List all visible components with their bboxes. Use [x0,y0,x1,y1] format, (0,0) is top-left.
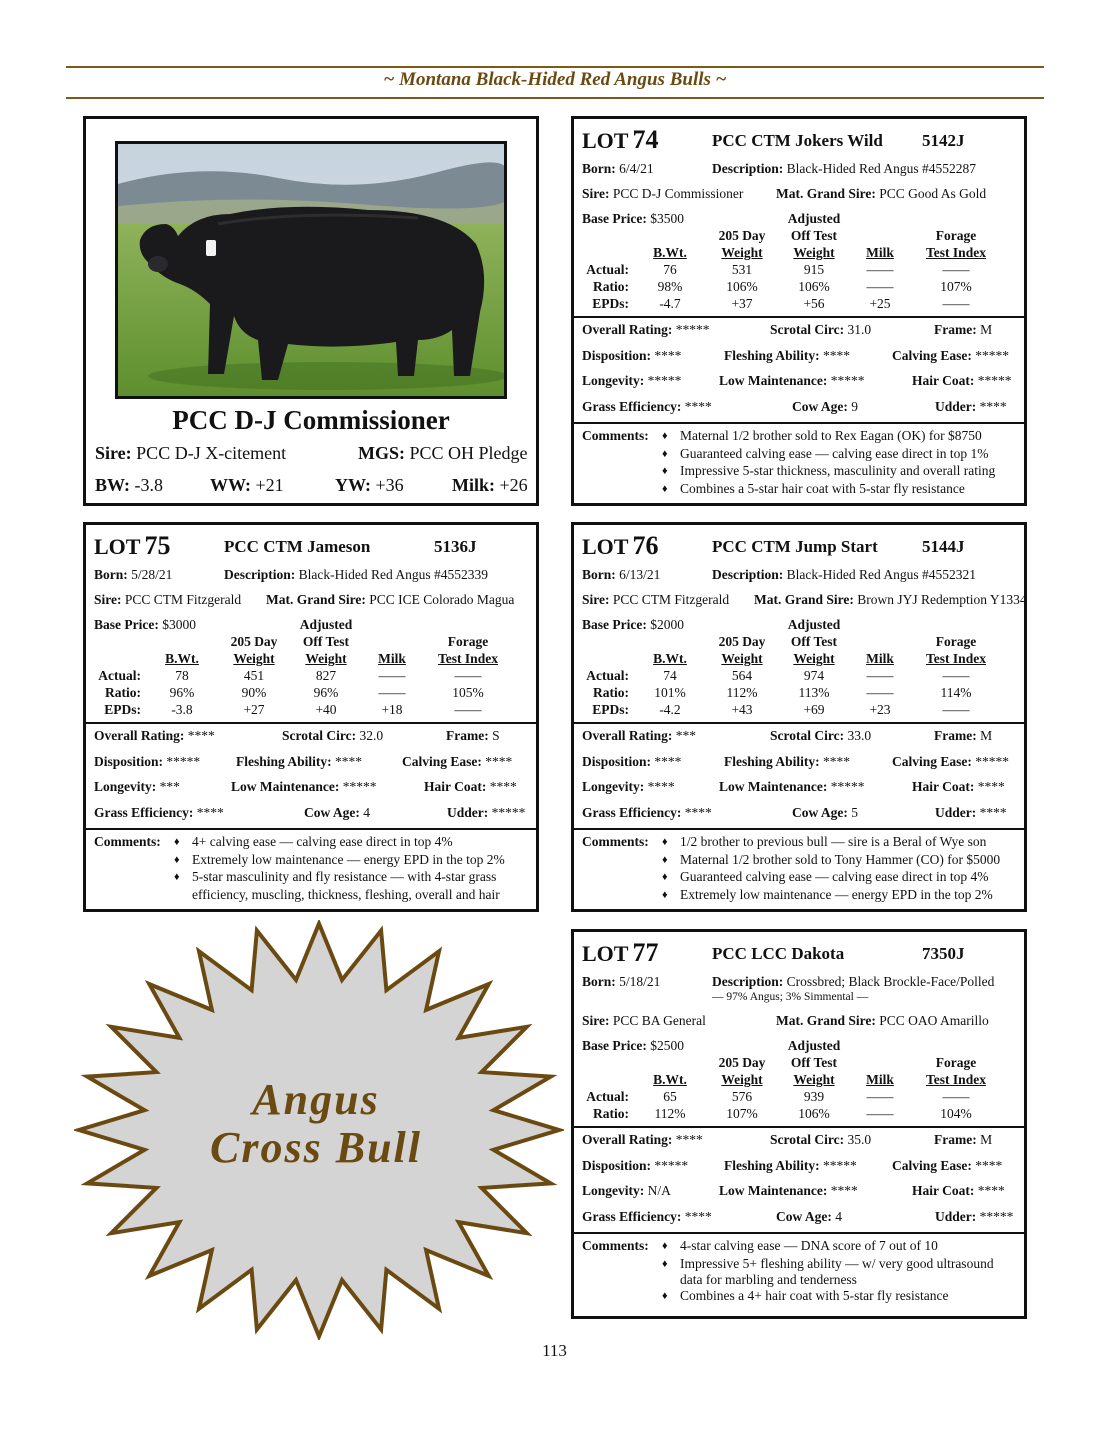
lot-bull-name: PCC CTM Jameson [224,537,371,556]
row-label-epds: EPDs: [104,702,141,717]
rating-frame: Frame: M [934,322,993,337]
cell-epds: +40 [315,702,337,717]
header-off-test: Off Test [790,228,838,243]
rating-hair: Hair Coat: ***** [912,373,1012,388]
lot-number: LOT 76 [582,531,659,560]
rating-disposition: Disposition: ***** [94,753,201,769]
rating-frame: Frame: S [446,728,500,743]
cell-actual: 76 [663,262,677,277]
base-price: Base Price: $3500 [582,211,684,226]
header-adjusted: Adjusted [299,617,353,632]
row-label-actual: Actual: [586,1089,629,1104]
header-weight: Weight [721,245,763,260]
rating-fleshing: Fleshing Ability: **** [236,753,363,769]
header-off-test: Off Test [302,634,350,649]
comment-text: Combines a 4+ hair coat with 5-star fly resistance [680,1287,949,1303]
rating-scrotal: Scrotal Circ: 33.0 [770,728,872,743]
cell-actual: —— [942,668,970,683]
cell-ratio: 98% [657,279,683,294]
rating-udder: Udder: **** [935,804,1007,820]
header-milk: Milk [378,651,406,666]
comment-text: 4-star calving ease — DNA score of 7 out of 10 [680,1238,938,1253]
cell-ratio: —— [866,279,894,294]
cell-epds: +25 [869,296,891,311]
row-label-epds: EPDs: [592,296,629,311]
header-adjusted: Adjusted [787,1038,841,1053]
cell-actual: 531 [731,262,753,277]
row-label-epds: EPDs: [592,702,629,717]
cell-epds: +43 [731,702,753,717]
row-label-ratio: Ratio: [105,685,141,700]
header-weight: Weight [721,651,763,666]
rating-hair: Hair Coat: **** [912,1183,1005,1198]
cell-epds: +37 [731,296,753,311]
sire: Sire: PCC CTM Fitzgerald [582,592,730,607]
cell-epds: +27 [243,702,265,717]
comment-bullet: ♦ [174,871,180,883]
header-205-day: 205 Day [718,634,766,649]
sire: Sire: PCC CTM Fitzgerald [94,592,242,607]
header-adj-weight: Weight [793,1072,835,1087]
header-forage: Forage [935,634,977,649]
cell-ratio: 112% [654,1106,686,1121]
rating-low-maint: Low Maintenance: ***** [231,779,377,794]
header-bwt: B.Wt. [653,651,687,666]
rating-cow-age: Cow Age: 4 [304,804,370,820]
cell-epds: —— [942,296,970,311]
comment-bullet: ♦ [662,1289,668,1302]
comment-text: Extremely low maintenance — energy EPD in the top 2% [680,886,993,902]
section-divider [574,1232,1024,1234]
comment-text: efficiency, muscling, thickness, fleshing, overall and hair [192,886,500,902]
cell-epds: +23 [869,702,891,717]
row-label-ratio: Ratio: [593,685,629,700]
comment-bullet: ♦ [662,888,668,901]
rating-low-maint: Low Maintenance: ***** [719,373,865,388]
header-weight: Weight [233,651,275,666]
header-bwt: B.Wt. [653,1072,687,1087]
header-milk: Milk [866,245,894,260]
cell-ratio: 106% [726,279,758,294]
cell-actual: 915 [803,262,825,277]
cell-ratio: 96% [169,685,195,700]
cell-actual: —— [866,668,894,683]
lot-bull-name: PCC LCC Dakota [712,944,845,963]
rating-overall: Overall Rating: *** [582,728,696,743]
cell-ratio: —— [866,1106,894,1121]
rating-longevity: Longevity: **** [582,779,675,794]
cell-actual: —— [378,668,406,683]
cell-ratio: 90% [241,685,267,700]
lot-card-77 [571,929,1027,1319]
section-divider [574,316,1024,318]
rating-fleshing: Fleshing Ability: **** [724,347,851,363]
rating-fleshing: Fleshing Ability: **** [724,753,851,769]
rating-udder: Udder: **** [935,398,1007,414]
cell-ratio: 107% [940,279,972,294]
comment-bullet: ♦ [174,853,180,866]
rating-calving: Calving Ease: **** [892,1157,1003,1173]
cell-actual: 576 [731,1089,753,1104]
header-off-test: Off Test [790,1055,838,1070]
rating-scrotal: Scrotal Circ: 32.0 [282,728,384,743]
cell-epds: -4.7 [659,296,681,311]
comments-label: Comments: [582,428,649,443]
cell-ratio: 104% [940,1106,972,1121]
description: Description: Black-Hided Red Angus #4552287 [712,161,976,176]
cell-ratio: 114% [940,685,972,700]
cell-epds: +18 [381,702,403,717]
lot-tag-number: 5142J [922,131,965,150]
cell-ratio: 107% [726,1106,758,1121]
cell-ratio: 105% [452,685,484,700]
lot-bull-name: PCC CTM Jokers Wild [712,131,883,150]
header-forage: Forage [935,228,977,243]
comment-text: 1/2 brother to previous bull — sire is a Beral of Wye son [680,834,987,849]
lot-bull-name: PCC CTM Jump Start [712,537,878,556]
header-205-day: 205 Day [718,1055,766,1070]
header-weight: Weight [721,1072,763,1087]
header-rule-top [66,66,1044,68]
header-adjusted: Adjusted [787,211,841,226]
starburst-line-1: Angus [252,1075,380,1124]
section-divider [574,422,1024,424]
feature-ww: WW: +21 [210,475,284,495]
description: Description: Black-Hided Red Angus #4552339 [224,567,488,582]
lot-number: LOT 77 [582,938,659,967]
cell-ratio: 112% [726,685,758,700]
comment-text: Impressive 5-star thickness, masculinity and overall rating [680,463,996,478]
comment-bullet: ♦ [662,482,668,495]
cell-epds: —— [454,702,482,717]
sire: Sire: PCC D-J Commissioner [582,186,744,201]
rating-overall: Overall Rating: **** [582,1132,703,1147]
performance-table [574,617,1024,717]
rating-frame: Frame: M [934,1132,993,1147]
header-off-test: Off Test [790,634,838,649]
row-label-actual: Actual: [586,262,629,277]
rating-longevity: Longevity: N/A [582,1183,671,1198]
cell-ratio: 101% [654,685,686,700]
section-divider [86,722,536,724]
cell-ratio: 106% [798,1106,830,1121]
cell-actual: —— [866,262,894,277]
rating-disposition: Disposition: ***** [582,1157,689,1173]
header-test-index: Test Index [926,245,986,260]
lot-card-76 [571,522,1027,912]
performance-table [574,1038,1024,1138]
row-label-ratio: Ratio: [593,1106,629,1121]
cell-ratio: 113% [798,685,830,700]
header-milk: Milk [866,651,894,666]
lot-number: LOT 75 [94,531,171,560]
rating-disposition: Disposition: **** [582,753,682,769]
angus-cross-starburst [74,920,564,1340]
header-forage: Forage [447,634,489,649]
comment-text: Guaranteed calving ease — calving ease direct in top 4% [680,869,989,884]
cell-epds: +69 [803,702,825,717]
comments-label: Comments: [94,834,161,849]
cell-actual: —— [454,668,482,683]
cell-actual: 939 [803,1089,825,1104]
header-adjusted: Adjusted [787,617,841,632]
header-test-index: Test Index [438,651,498,666]
header-adj-weight: Weight [793,245,835,260]
rating-overall: Overall Rating: **** [94,728,215,743]
sire: Sire: PCC BA General [582,1013,706,1028]
comment-bullet: ♦ [662,1257,668,1270]
maternal-grand-sire: Mat. Grand Sire: Brown JYJ Redemption Y1334 [754,592,1027,607]
cell-epds: -4.2 [659,702,681,717]
rating-cow-age: Cow Age: 4 [776,1208,842,1224]
cell-epds: +56 [803,296,825,311]
rating-calving: Calving Ease: ***** [892,347,1010,363]
comment-bullet: ♦ [662,853,668,866]
cell-actual: 74 [663,668,677,683]
cell-actual: 78 [175,668,189,683]
section-divider [574,1126,1024,1128]
performance-table [86,617,536,717]
base-price: Base Price: $3000 [94,617,196,632]
lot-tag-number: 5144J [922,537,965,556]
feature-bull-name: PCC D-J Commissioner [172,405,450,435]
description: Description: Black-Hided Red Angus #4552321 [712,567,976,582]
comment-bullet: ♦ [662,447,668,460]
rating-grass: Grass Efficiency: **** [582,804,712,820]
rating-cow-age: Cow Age: 9 [792,398,858,414]
comment-bullet: ♦ [662,871,668,883]
description: Description: Crossbred; Black Brockle-Face/Polled [712,974,995,989]
rating-scrotal: Scrotal Circ: 31.0 [770,322,872,337]
header-bwt: B.Wt. [653,245,687,260]
header-test-index: Test Index [926,1072,986,1087]
born-date: Born: 5/28/21 [94,567,173,582]
description-detail: — 97% Angus; 3% Simmental — [712,991,869,1003]
rating-grass: Grass Efficiency: **** [94,804,224,820]
cell-ratio: 106% [798,279,830,294]
rating-calving: Calving Ease: ***** [892,753,1010,769]
comments-label: Comments: [582,834,649,849]
comment-text: Combines a 5-star hair coat with 5-star fly resistance [680,480,965,496]
rating-low-maint: Low Maintenance: **** [719,1183,858,1198]
cell-actual: —— [942,1089,970,1104]
comment-text: Extremely low maintenance — energy EPD in the top 2% [192,851,505,867]
rating-low-maint: Low Maintenance: ***** [719,779,865,794]
cell-actual: 827 [315,668,337,683]
cell-actual: 564 [731,668,753,683]
cell-actual: 974 [803,668,825,683]
rating-hair: Hair Coat: **** [424,779,517,794]
maternal-grand-sire: Mat. Grand Sire: PCC Good As Gold [776,186,987,201]
lot-tag-number: 7350J [922,944,965,963]
sire-feature-card [83,116,539,506]
cell-ratio: 96% [313,685,339,700]
starburst-line-2: Cross Bull [210,1123,422,1172]
cell-actual: —— [942,262,970,277]
header-bwt: B.Wt. [165,651,199,666]
row-label-actual: Actual: [98,668,141,683]
lot-card-75 [83,522,539,912]
comment-bullet: ♦ [662,430,668,442]
header-forage: Forage [935,1055,977,1070]
cell-epds: —— [942,702,970,717]
lot-tag-number: 5136J [434,537,477,556]
header-milk: Milk [866,1072,894,1087]
base-price: Base Price: $2500 [582,1038,684,1053]
rating-frame: Frame: M [934,728,993,743]
header-test-index: Test Index [926,651,986,666]
page-header-title: ~ Montana Black-Hided Red Angus Bulls ~ [383,69,727,90]
header-adj-weight: Weight [305,651,347,666]
base-price: Base Price: $2000 [582,617,684,632]
comments-label: Comments: [582,1238,649,1253]
cell-epds: -3.8 [171,702,193,717]
rating-grass: Grass Efficiency: **** [582,398,712,414]
cell-ratio: —— [378,685,406,700]
comment-bullet: ♦ [174,836,180,848]
maternal-grand-sire: Mat. Grand Sire: PCC OAO Amarillo [776,1013,989,1028]
feature-bw: BW: -3.8 [95,475,164,495]
comment-bullet: ♦ [662,836,668,848]
feature-sire: Sire: PCC D-J X-citement [95,443,287,463]
born-date: Born: 6/13/21 [582,567,661,582]
section-divider [574,722,1024,724]
lot-number: LOT 74 [582,125,659,154]
maternal-grand-sire: Mat. Grand Sire: PCC ICE Colorado Magua [266,592,515,607]
comment-text: Guaranteed calving ease — calving ease direct in top 1% [680,445,989,461]
comment-text: Impressive 5+ fleshing ability — w/ very good ultrasound [680,1255,994,1271]
comment-text: data for marbling and tenderness [680,1271,857,1287]
cell-actual: 451 [243,668,265,683]
header-205-day: 205 Day [230,634,278,649]
rating-hair: Hair Coat: **** [912,779,1005,794]
cell-actual: 65 [663,1089,677,1104]
section-divider [574,828,1024,830]
rating-fleshing: Fleshing Ability: ***** [724,1157,857,1173]
rating-disposition: Disposition: **** [582,347,682,363]
row-label-ratio: Ratio: [593,279,629,294]
comment-text: Maternal 1/2 brother sold to Rex Eagan (OK) for $8750 [680,428,982,443]
comment-bullet: ♦ [662,465,668,477]
born-date: Born: 5/18/21 [582,974,661,989]
header-adj-weight: Weight [793,651,835,666]
born-date: Born: 6/4/21 [582,161,654,176]
rating-overall: Overall Rating: ***** [582,322,710,337]
header-205-day: 205 Day [718,228,766,243]
cell-ratio: —— [866,685,894,700]
rating-calving: Calving Ease: **** [402,753,513,769]
lot-card-74 [571,116,1027,506]
rating-grass: Grass Efficiency: **** [582,1208,712,1224]
rating-udder: Udder: ***** [447,804,526,820]
comment-text: Maternal 1/2 brother sold to Tony Hammer (CO) for $5000 [680,851,1001,867]
comment-text: 5-star masculinity and fly resistance — with 4-star grass [192,869,497,884]
comment-text: 4+ calving ease — calving ease direct in top 4% [192,834,453,849]
header-rule-bottom [66,97,1044,99]
feature-yw: YW: +36 [335,475,404,495]
feature-milk: Milk: +26 [452,475,528,495]
comment-bullet: ♦ [662,1240,668,1252]
rating-udder: Udder: ***** [935,1208,1014,1224]
rating-scrotal: Scrotal Circ: 35.0 [770,1132,872,1147]
cell-actual: —— [866,1089,894,1104]
rating-longevity: Longevity: *** [94,779,180,794]
feature-mgs: MGS: PCC OH Pledge [358,443,528,463]
row-label-actual: Actual: [586,668,629,683]
rating-cow-age: Cow Age: 5 [792,804,858,820]
section-divider [86,828,536,830]
bull-photo [115,141,507,399]
performance-table [574,211,1024,311]
page-number: 113 [542,1341,567,1360]
rating-longevity: Longevity: ***** [582,373,682,388]
